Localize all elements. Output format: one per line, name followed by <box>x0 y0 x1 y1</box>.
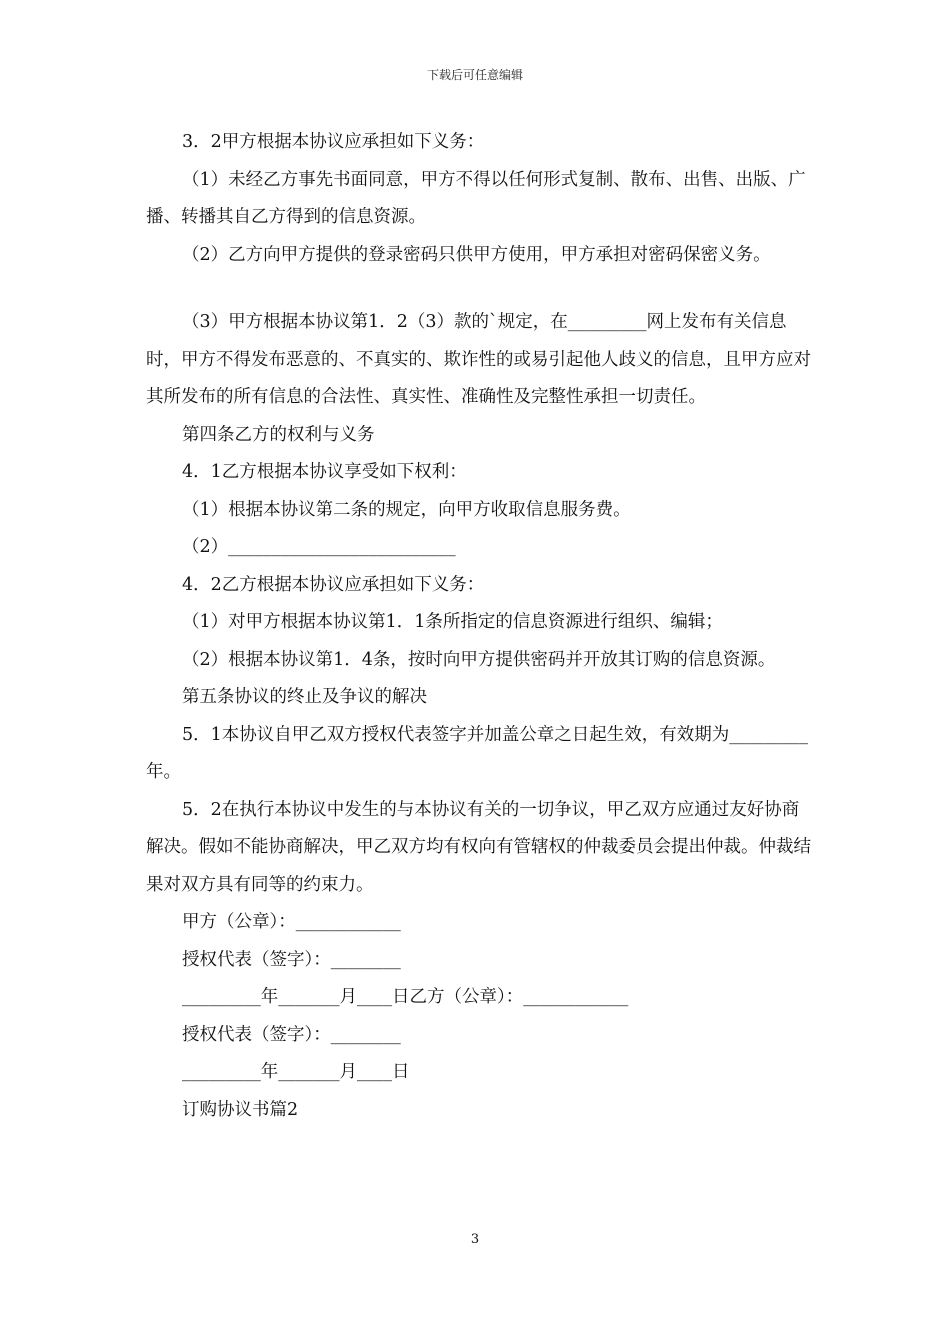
party-b-date: _________年_______月____日 <box>182 1062 410 1082</box>
party-b-signature: 授权代表（签字）：________ <box>182 1024 401 1045</box>
page-number: 3 <box>470 1232 480 1247</box>
clause-5-2: 5．2在执行本协议中发生的与本协议有关的一切争议，甲乙双方应通过友好协商解决。假如不能协商解决，甲乙双方均有权向有管辖权的仲裁委员会提出仲裁。仲裁结果对双方具有同等的约束力。 <box>146 799 811 895</box>
party-a-signature: 授权代表（签字）：________ <box>182 949 401 970</box>
clause-4-2-item-1: （1）对甲方根据本协议第1．1条所指定的信息资源进行组织、编辑； <box>182 612 723 632</box>
clause-3-2-item-1: （1）未经乙方事先书面同意，甲方不得以任何形式复制、散布、出售、出版、广播、转播其自乙方得到的信息资源。 <box>146 169 806 227</box>
clause-4-1-item-2: （2）__________________________ <box>182 537 456 557</box>
clause-4-2: 4．2乙方根据本协议应承担如下义务： <box>182 574 485 595</box>
clause-4-1-item-1: （1）根据本协议第二条的规定，向甲方收取信息服务费。 <box>182 499 631 520</box>
clause-5-1: 5．1本协议自甲乙双方授权代表签字并加盖公章之日起生效，有效期为_________年。 <box>146 724 809 782</box>
party-a-seal: 甲方（公章）：____________ <box>182 912 401 932</box>
article-4-heading: 第四条乙方的权利与义务 <box>182 424 375 445</box>
clause-3-2-item-2: （2）乙方向甲方提供的登录密码只供甲方使用，甲方承担对密码保密义务。 <box>182 244 771 265</box>
paragraph-gap <box>146 274 816 304</box>
clause-4-1: 4．1乙方根据本协议享受如下权利： <box>182 462 467 482</box>
clause-4-2-item-2: （2）根据本协议第1．4条，按时向甲方提供密码并开放其订购的信息资源。 <box>182 649 776 670</box>
clause-3-2: 3．2甲方根据本协议应承担如下义务： <box>182 132 485 152</box>
next-section-title: 订购协议书篇2 <box>182 1099 299 1120</box>
clause-3-2-item-3: （3）甲方根据本协议第1．2（3）款的`规定，在_________网上发布有关信息时，甲方不得发布恶意的、不真实的、欺诈性的或易引起他人歧义的信息，且甲方应对其所发布的所有信息的合法性、真实性、准确性及完整性承担一切责任。 <box>146 312 811 407</box>
date-and-party-b-seal: _________年_______月____日乙方（公章）：____________ <box>182 987 629 1007</box>
article-5-heading: 第五条协议的终止及争议的解决 <box>182 687 427 707</box>
page-header: 下载后可任意编辑 <box>426 68 523 82</box>
document-body <box>146 124 816 1129</box>
